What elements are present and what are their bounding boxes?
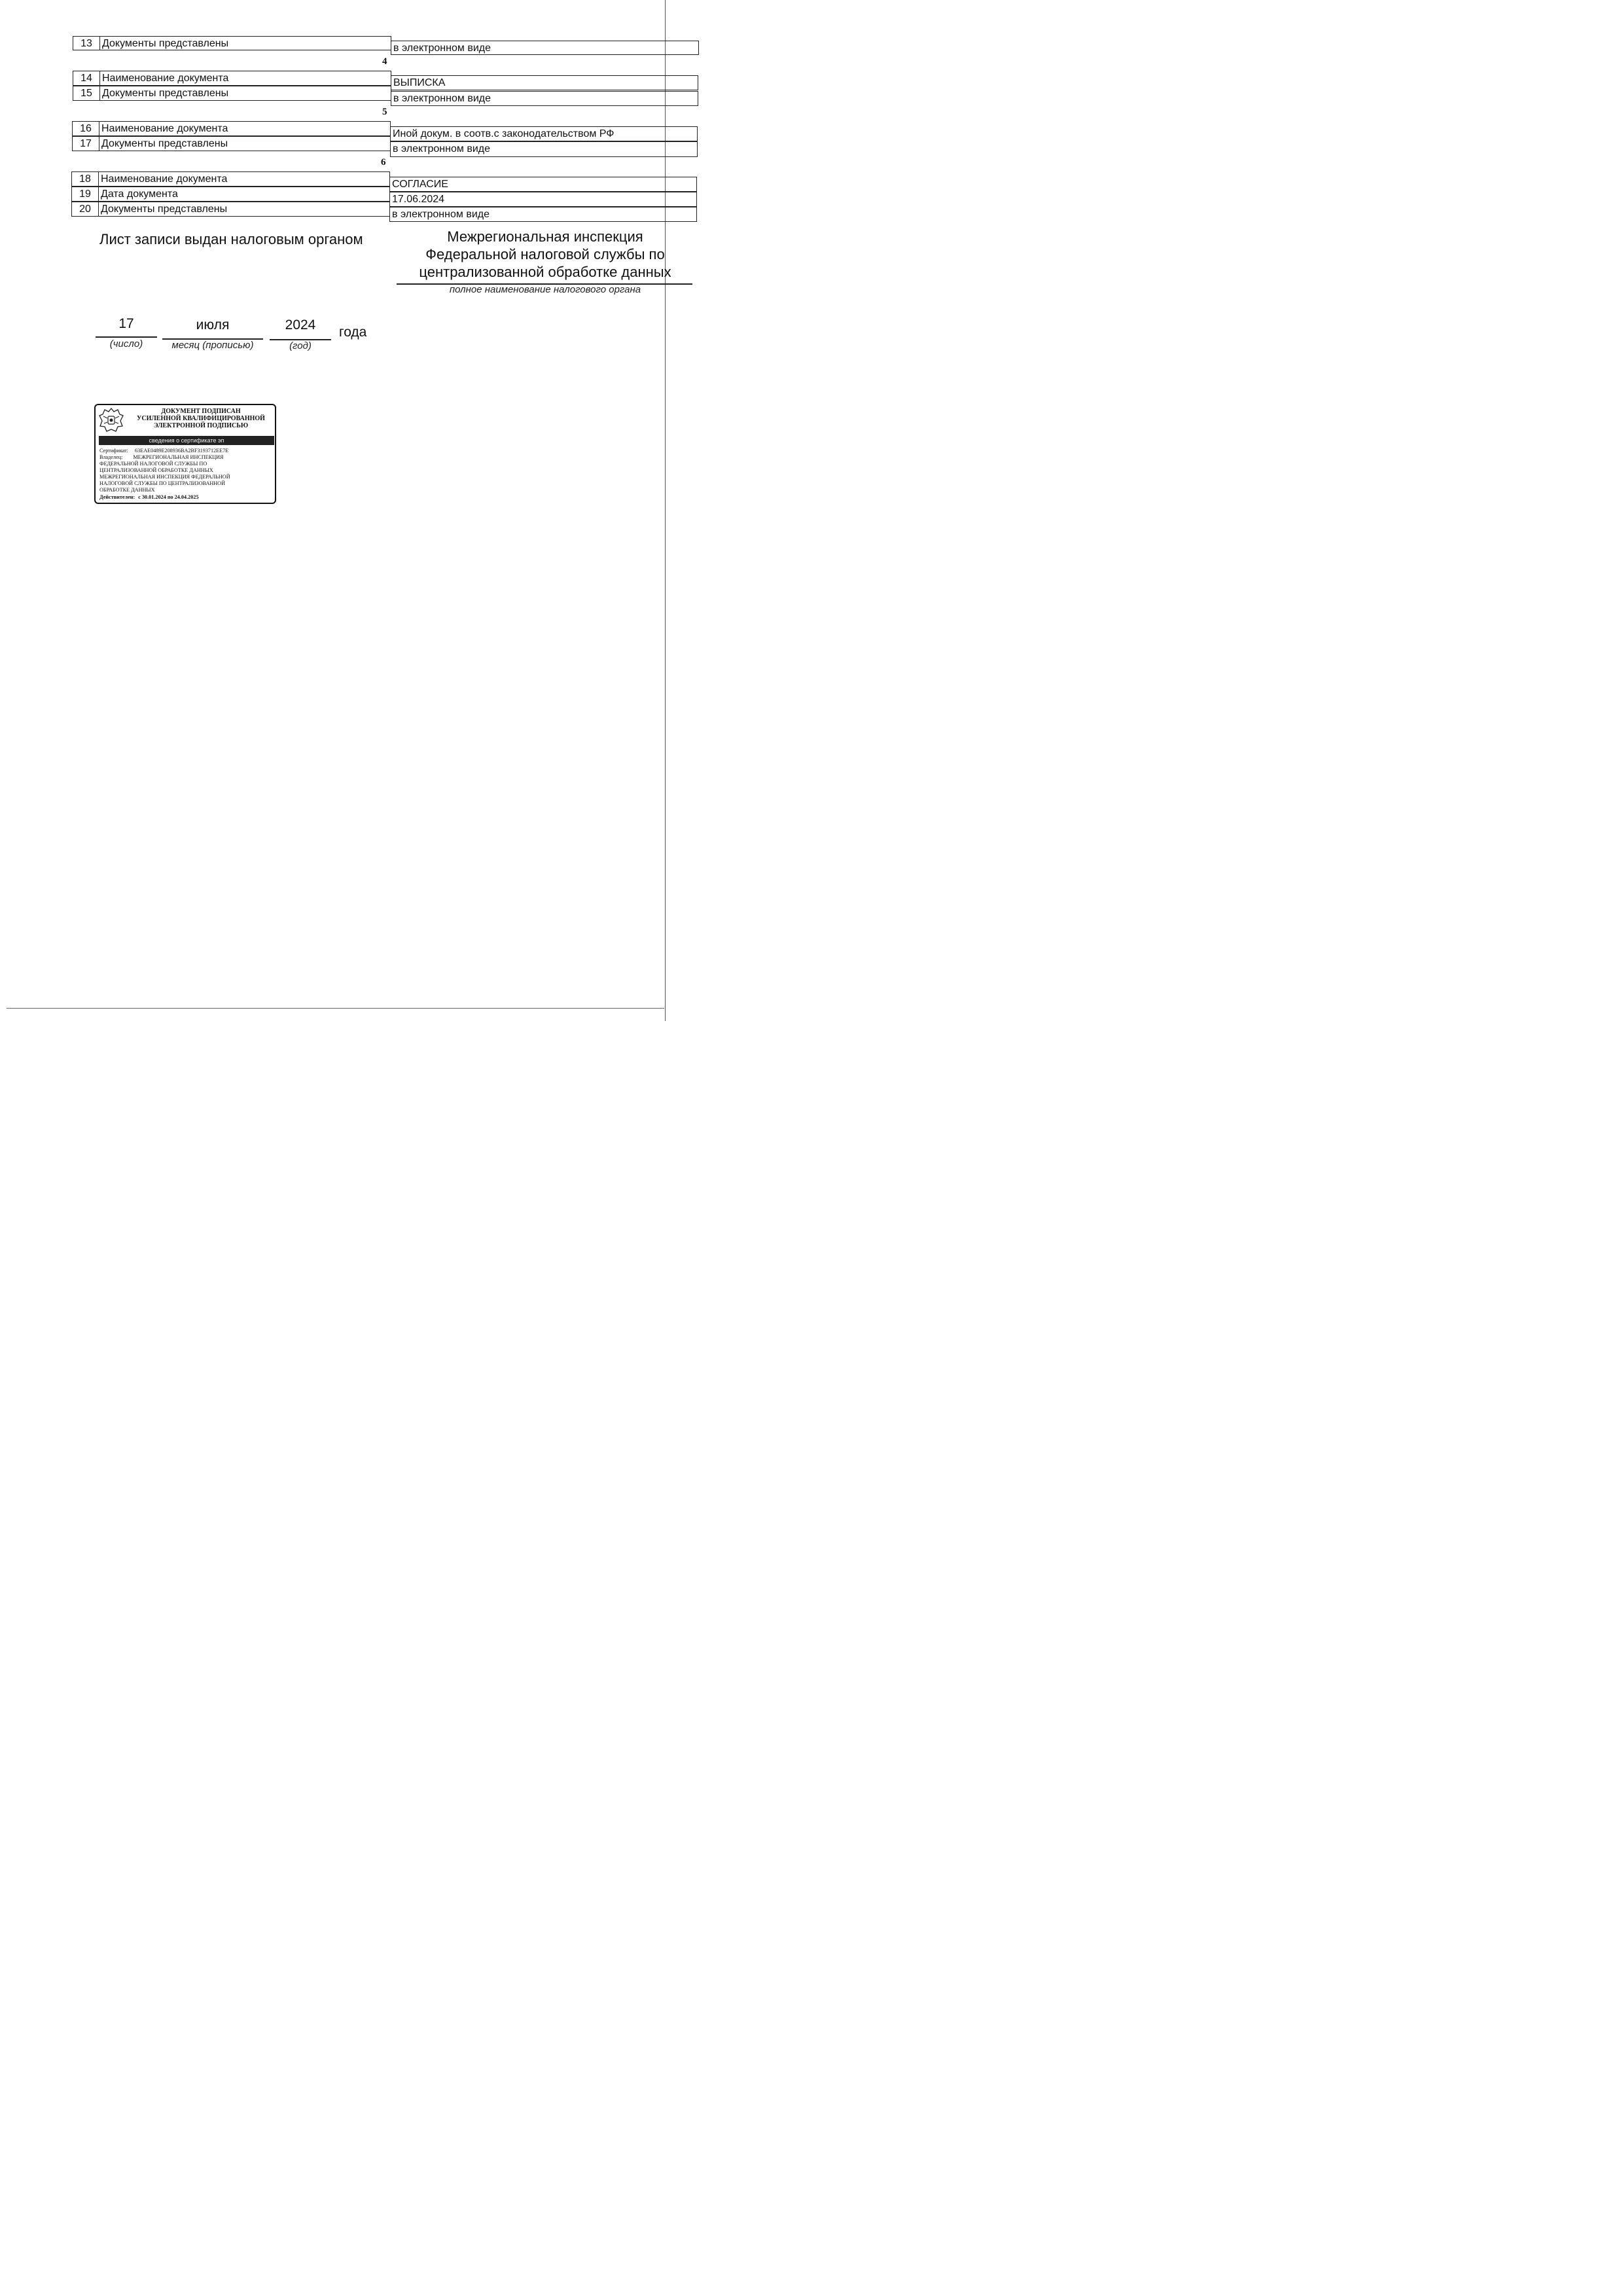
date-year: 2024	[285, 317, 316, 332]
row-value: в электронном виде	[389, 207, 697, 222]
section-number: 5	[382, 107, 387, 117]
row-label: Дата документа	[98, 187, 390, 202]
date-day: 17	[118, 316, 134, 331]
table-row	[73, 86, 698, 106]
table-row	[73, 36, 699, 55]
row-label: Документы представлены	[99, 36, 391, 50]
stamp-cert-bar: сведения о сертификате эп	[99, 436, 274, 445]
authority-line: Федеральной налоговой службы по	[425, 246, 665, 262]
stamp-owner-line: МЕЖРЕГИОНАЛЬНАЯ ИНСПЕКЦИЯ	[133, 454, 224, 460]
date-year-caption: (год)	[289, 340, 312, 351]
row-number: 18	[71, 171, 99, 187]
authority-name	[397, 228, 694, 281]
row-number: 15	[73, 86, 100, 101]
row-number: 19	[71, 187, 99, 202]
stamp-validity	[99, 494, 199, 501]
row-number: 17	[72, 136, 99, 151]
row-number: 20	[71, 202, 99, 217]
stamp-valid-label: Действителен:	[99, 494, 135, 500]
section-number: 4	[382, 56, 387, 67]
row-label: Документы представлены	[98, 202, 390, 217]
date-month: июля	[196, 317, 230, 332]
e-signature-stamp	[94, 404, 276, 504]
authority-caption: полное наименование налогового органа	[449, 284, 641, 295]
row-number: 13	[73, 36, 100, 50]
stamp-certificate	[99, 448, 228, 454]
stamp-certificate-label: Сертификат:	[99, 448, 128, 454]
table-row	[72, 136, 698, 157]
date-day-underline	[96, 336, 157, 338]
stamp-title-line: ЭЛЕКТРОННОЙ ПОДПИСЬЮ	[153, 422, 249, 429]
row-label: Наименование документа	[98, 171, 390, 187]
stamp-owner-line: ЦЕНТРАЛИЗОВАННОЙ ОБРАБОТКЕ ДАННЫХ	[99, 467, 213, 473]
row-label: Документы представлены	[99, 136, 391, 151]
row-value: ВЫПИСКА	[391, 75, 698, 90]
stamp-owner	[99, 454, 224, 461]
row-value: СОГЛАСИЕ	[389, 177, 697, 192]
row-number: 14	[73, 71, 100, 86]
stamp-valid-value: с 30.01.2024 по 24.04.2025	[138, 494, 199, 500]
table-row	[71, 202, 697, 222]
stamp-title	[132, 408, 270, 429]
section-number: 6	[381, 157, 386, 168]
row-value: 17.06.2024	[389, 192, 697, 207]
stamp-owner-line: ОБРАБОТКЕ ДАННЫХ	[99, 487, 155, 493]
date-month-caption: месяц (прописью)	[171, 340, 254, 351]
issued-label: Лист записи выдан налоговым органом	[99, 231, 363, 247]
stamp-title-line: ДОКУМЕНТ ПОДПИСАН	[161, 408, 241, 415]
stamp-owner-label: Владелец:	[99, 454, 123, 460]
row-label: Документы представлены	[99, 86, 391, 101]
row-label: Наименование документа	[99, 71, 391, 86]
stamp-title-line: УСИЛЕННОЙ КВАЛИФИЦИРОВАННОЙ	[137, 415, 265, 422]
row-value: в электронном виде	[390, 141, 698, 157]
authority-line: централизованной обработке данных	[419, 264, 671, 280]
stamp-owner-line: НАЛОГОВОЙ СЛУЖБЫ ПО ЦЕНТРАЛИЗОВАННОЙ	[99, 480, 226, 486]
row-number: 16	[72, 121, 99, 136]
authority-line: Межрегиональная инспекция	[447, 228, 643, 245]
row-value: в электронном виде	[391, 41, 699, 55]
scan-bottom-edge	[7, 1008, 664, 1009]
date-suffix: года	[339, 325, 367, 340]
row-value: в электронном виде	[391, 91, 698, 106]
row-value: Иной докум. в соотв.с законодательством РФ	[390, 126, 698, 141]
stamp-owner-line: МЕЖРЕГИОНАЛЬНАЯ ИНСПЕКЦИЯ ФЕДЕРАЛЬНОЙ	[99, 474, 230, 480]
row-label: Наименование документа	[99, 121, 391, 136]
stamp-certificate-value: 63EAE0489E208936BA2BF3193712EE7E	[135, 448, 229, 454]
date-day-caption: (число)	[109, 338, 143, 350]
coat-of-arms-icon	[98, 406, 124, 434]
stamp-owner-line: ФЕДЕРАЛЬНОЙ НАЛОГОВОЙ СЛУЖБЫ ПО	[99, 461, 207, 467]
